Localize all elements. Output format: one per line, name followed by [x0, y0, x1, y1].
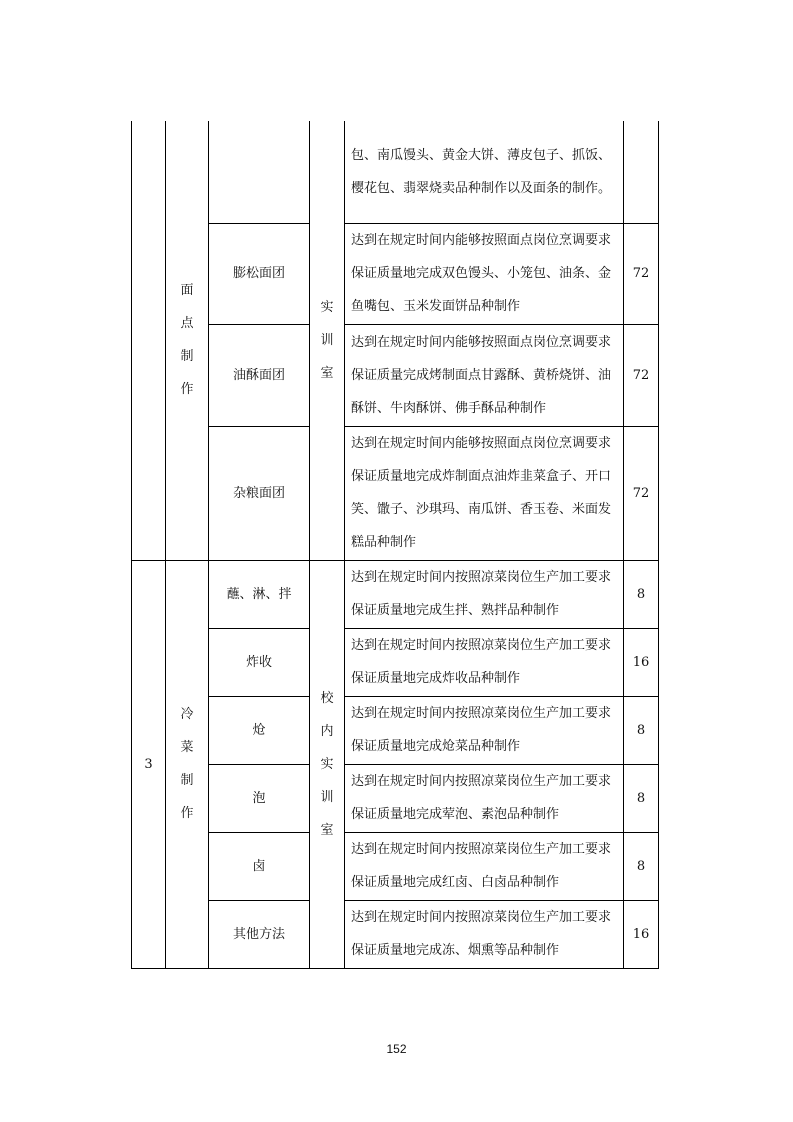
hours-cell: 72: [624, 324, 659, 426]
table-row: [132, 764, 659, 832]
module-cell: [166, 121, 209, 560]
hours-cell: [624, 121, 659, 223]
venue-label: 校内实训室: [320, 690, 334, 838]
description-cell: 达到在规定时间内按照凉菜岗位生产加工要求保证质量地完成生拌、熟拌品种制作: [345, 560, 624, 628]
item-cell: 膨松面团: [209, 223, 310, 324]
hours-cell: 8: [624, 696, 659, 764]
item-cell: 杂粮面团: [209, 426, 310, 560]
table-row: [132, 900, 659, 968]
description-cell: 达到在规定时间内按照凉菜岗位生产加工要求保证质量地完成荤泡、素泡品种制作: [345, 764, 624, 832]
hours-cell: 72: [624, 223, 659, 324]
curriculum-table: [131, 121, 659, 969]
venue-cell: [310, 560, 345, 968]
module-label: 面点制作: [180, 283, 194, 398]
number-cell: [132, 121, 166, 560]
module-label: 冷菜制作: [180, 707, 194, 821]
hours-cell: 8: [624, 832, 659, 900]
item-cell: 泡: [209, 764, 310, 832]
module-cell: [166, 560, 209, 968]
description-cell: 达到在规定时间内按照凉菜岗位生产加工要求保证质量地完成冻、烟熏等品种制作: [345, 900, 624, 968]
hours-cell: 8: [624, 764, 659, 832]
hours-cell: 72: [624, 426, 659, 560]
number-cell: 3: [132, 560, 166, 968]
table-row: [132, 832, 659, 900]
hours-cell: 16: [624, 628, 659, 696]
description-cell: 达到在规定时间内按照凉菜岗位生产加工要求保证质量地完成炝菜品种制作: [345, 696, 624, 764]
table-row: [132, 324, 659, 426]
hours-cell: 8: [624, 560, 659, 628]
table-row: [132, 223, 659, 324]
description-cell: 包、南瓜馒头、黄金大饼、薄皮包子、抓饭、樱花包、翡翠烧卖品种制作以及面条的制作。: [345, 121, 624, 223]
description-cell: 达到在规定时间内能够按照面点岗位烹调要求保证质量完成烤制面点甘露酥、黄桥烧饼、油酥饼、牛肉酥饼、佛手酥品种制作: [345, 324, 624, 426]
description-cell: 达到在规定时间内按照凉菜岗位生产加工要求保证质量地完成红卤、白卤品种制作: [345, 832, 624, 900]
venue-label: 实训室: [320, 299, 334, 381]
description-cell: 达到在规定时间内按照凉菜岗位生产加工要求保证质量地完成炸收品种制作: [345, 628, 624, 696]
table-row: [132, 121, 659, 223]
table-row: [132, 426, 659, 560]
item-cell: 炸收: [209, 628, 310, 696]
page-number: 152: [386, 1042, 407, 1056]
item-cell: 蘸、淋、拌: [209, 560, 310, 628]
table-row: [132, 628, 659, 696]
table-row: [132, 696, 659, 764]
venue-cell: [310, 121, 345, 560]
item-cell: 其他方法: [209, 900, 310, 968]
hours-cell: 16: [624, 900, 659, 968]
description-cell: 达到在规定时间内能够按照面点岗位烹调要求保证质量地完成炸制面点油炸韭菜盒子、开口笑、馓子、沙琪玛、南瓜饼、香玉卷、米面发糕品种制作: [345, 426, 624, 560]
item-cell: 油酥面团: [209, 324, 310, 426]
description-cell: 达到在规定时间内能够按照面点岗位烹调要求保证质量地完成双色馒头、小笼包、油条、金鱼嘴包、玉米发面饼品种制作: [345, 223, 624, 324]
item-cell: 炝: [209, 696, 310, 764]
item-cell: [209, 121, 310, 223]
table-row: [132, 560, 659, 628]
item-cell: 卤: [209, 832, 310, 900]
